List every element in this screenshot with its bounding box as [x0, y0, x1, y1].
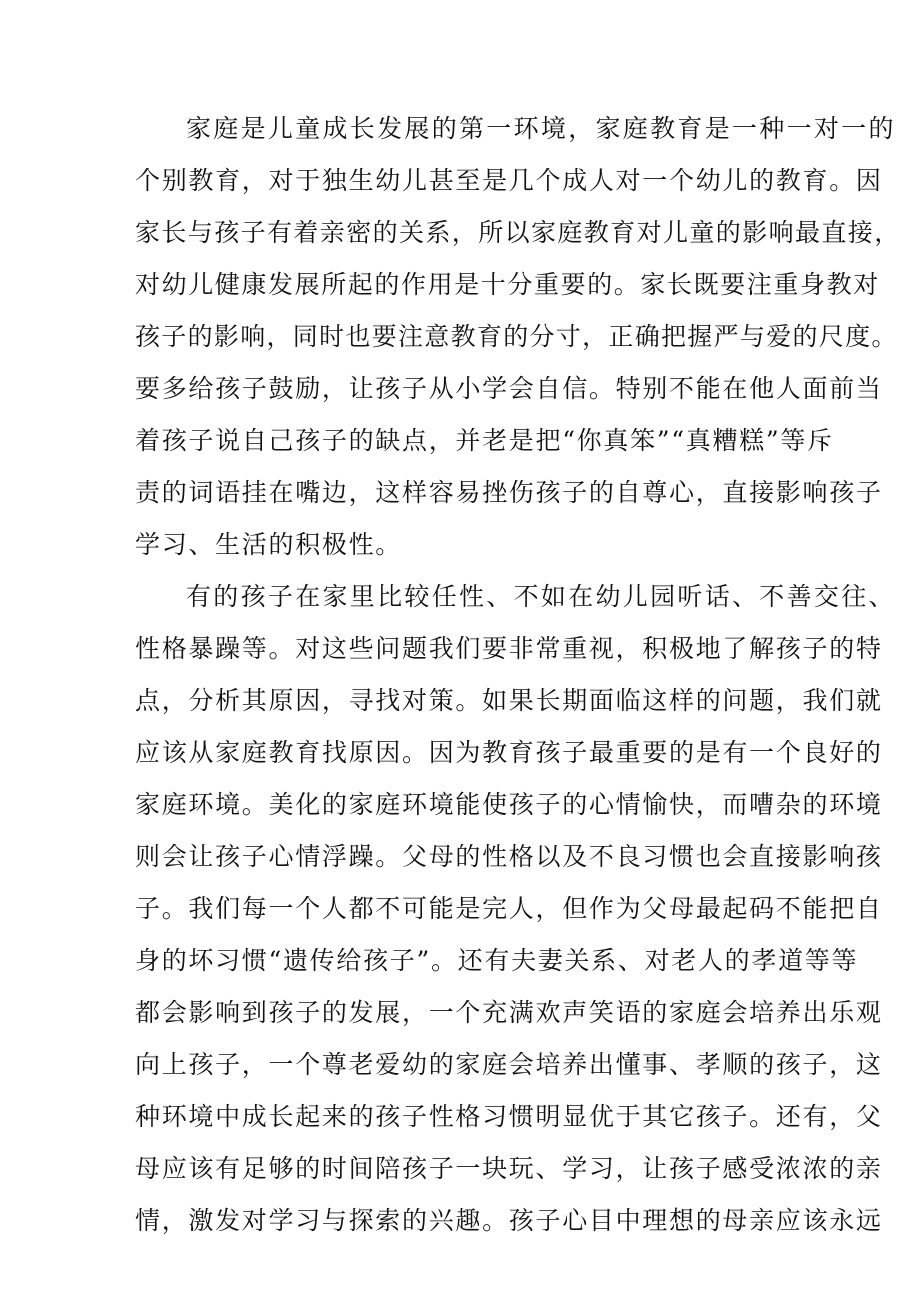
paragraph-1-line-1: 家庭是儿童成长发展的第一环境，家庭教育是一种一对一的 [186, 114, 896, 143]
paragraph-2-line-2: 性格暴躁等。对这些问题我们要非常重视，积极地了解孩子的特 [135, 634, 883, 663]
paragraph-2-line-8: 身的坏习惯“遗传给孩子”。还有夫妻关系、对老人的孝道等等 [135, 946, 859, 975]
paragraph-2-line-9: 都会影响到孩子的发展，一个充满欢声笑语的家庭会培养出乐观 [135, 998, 883, 1027]
paragraph-1-line-6: 要多给孩子鼓励，让孩子从小学会自信。特别不能在他人面前当 [135, 374, 883, 403]
paragraph-1-line-3: 家长与孩子有着亲密的关系，所以家庭教育对儿童的影响最直接， [135, 218, 901, 247]
paragraph-2-line-6: 则会让孩子心情浮躁。父母的性格以及不良习惯也会直接影响孩 [135, 842, 883, 871]
paragraph-1-line-5: 孩子的影响，同时也要注意教育的分寸，正确把握严与爱的尺度。 [135, 322, 898, 351]
paragraph-2-line-13: 情，激发对学习与探索的兴趣。孩子心目中理想的母亲应该永远 [135, 1206, 883, 1235]
paragraph-2-line-4: 应该从家庭教育找原因。因为教育孩子最重要的是有一个良好的 [135, 738, 883, 767]
paragraph-2-line-10: 向上孩子，一个尊老爱幼的家庭会培养出懂事、孝顺的孩子，这 [135, 1050, 883, 1079]
paragraph-2-line-5: 家庭环境。美化的家庭环境能使孩子的心情愉快，而嘈杂的环境 [135, 790, 883, 819]
paragraph-1-line-8: 责的词语挂在嘴边，这样容易挫伤孩子的自尊心，直接影响孩子 [135, 478, 883, 507]
paragraph-2-line-12: 母应该有足够的时间陪孩子一块玩、学习，让孩子感受浓浓的亲 [135, 1154, 883, 1183]
paragraph-2-line-11: 种环境中成长起来的孩子性格习惯明显优于其它孩子。还有，父 [135, 1102, 883, 1131]
paragraph-2-line-3: 点，分析其原因，寻找对策。如果长期面临这样的问题，我们就 [135, 686, 883, 715]
paragraph-1-line-7: 着孩子说自己孩子的缺点，并老是把“你真笨”“真糟糕”等斥 [135, 426, 834, 455]
paragraph-2-line-7: 子。我们每一个人都不可能是完人，但作为父母最起码不能把自 [135, 894, 883, 923]
paragraph-1-line-2: 个别教育，对于独生幼儿甚至是几个成人对一个幼儿的教育。因 [135, 166, 883, 195]
paragraph-1-line-4: 对幼儿健康发展所起的作用是十分重要的。家长既要注重身教对 [135, 270, 880, 299]
paragraph-1-line-9: 学习、生活的积极性。 [135, 530, 403, 559]
paragraph-2-line-1: 有的孩子在家里比较任性、不如在幼儿园听话、不善交往、 [186, 582, 896, 611]
